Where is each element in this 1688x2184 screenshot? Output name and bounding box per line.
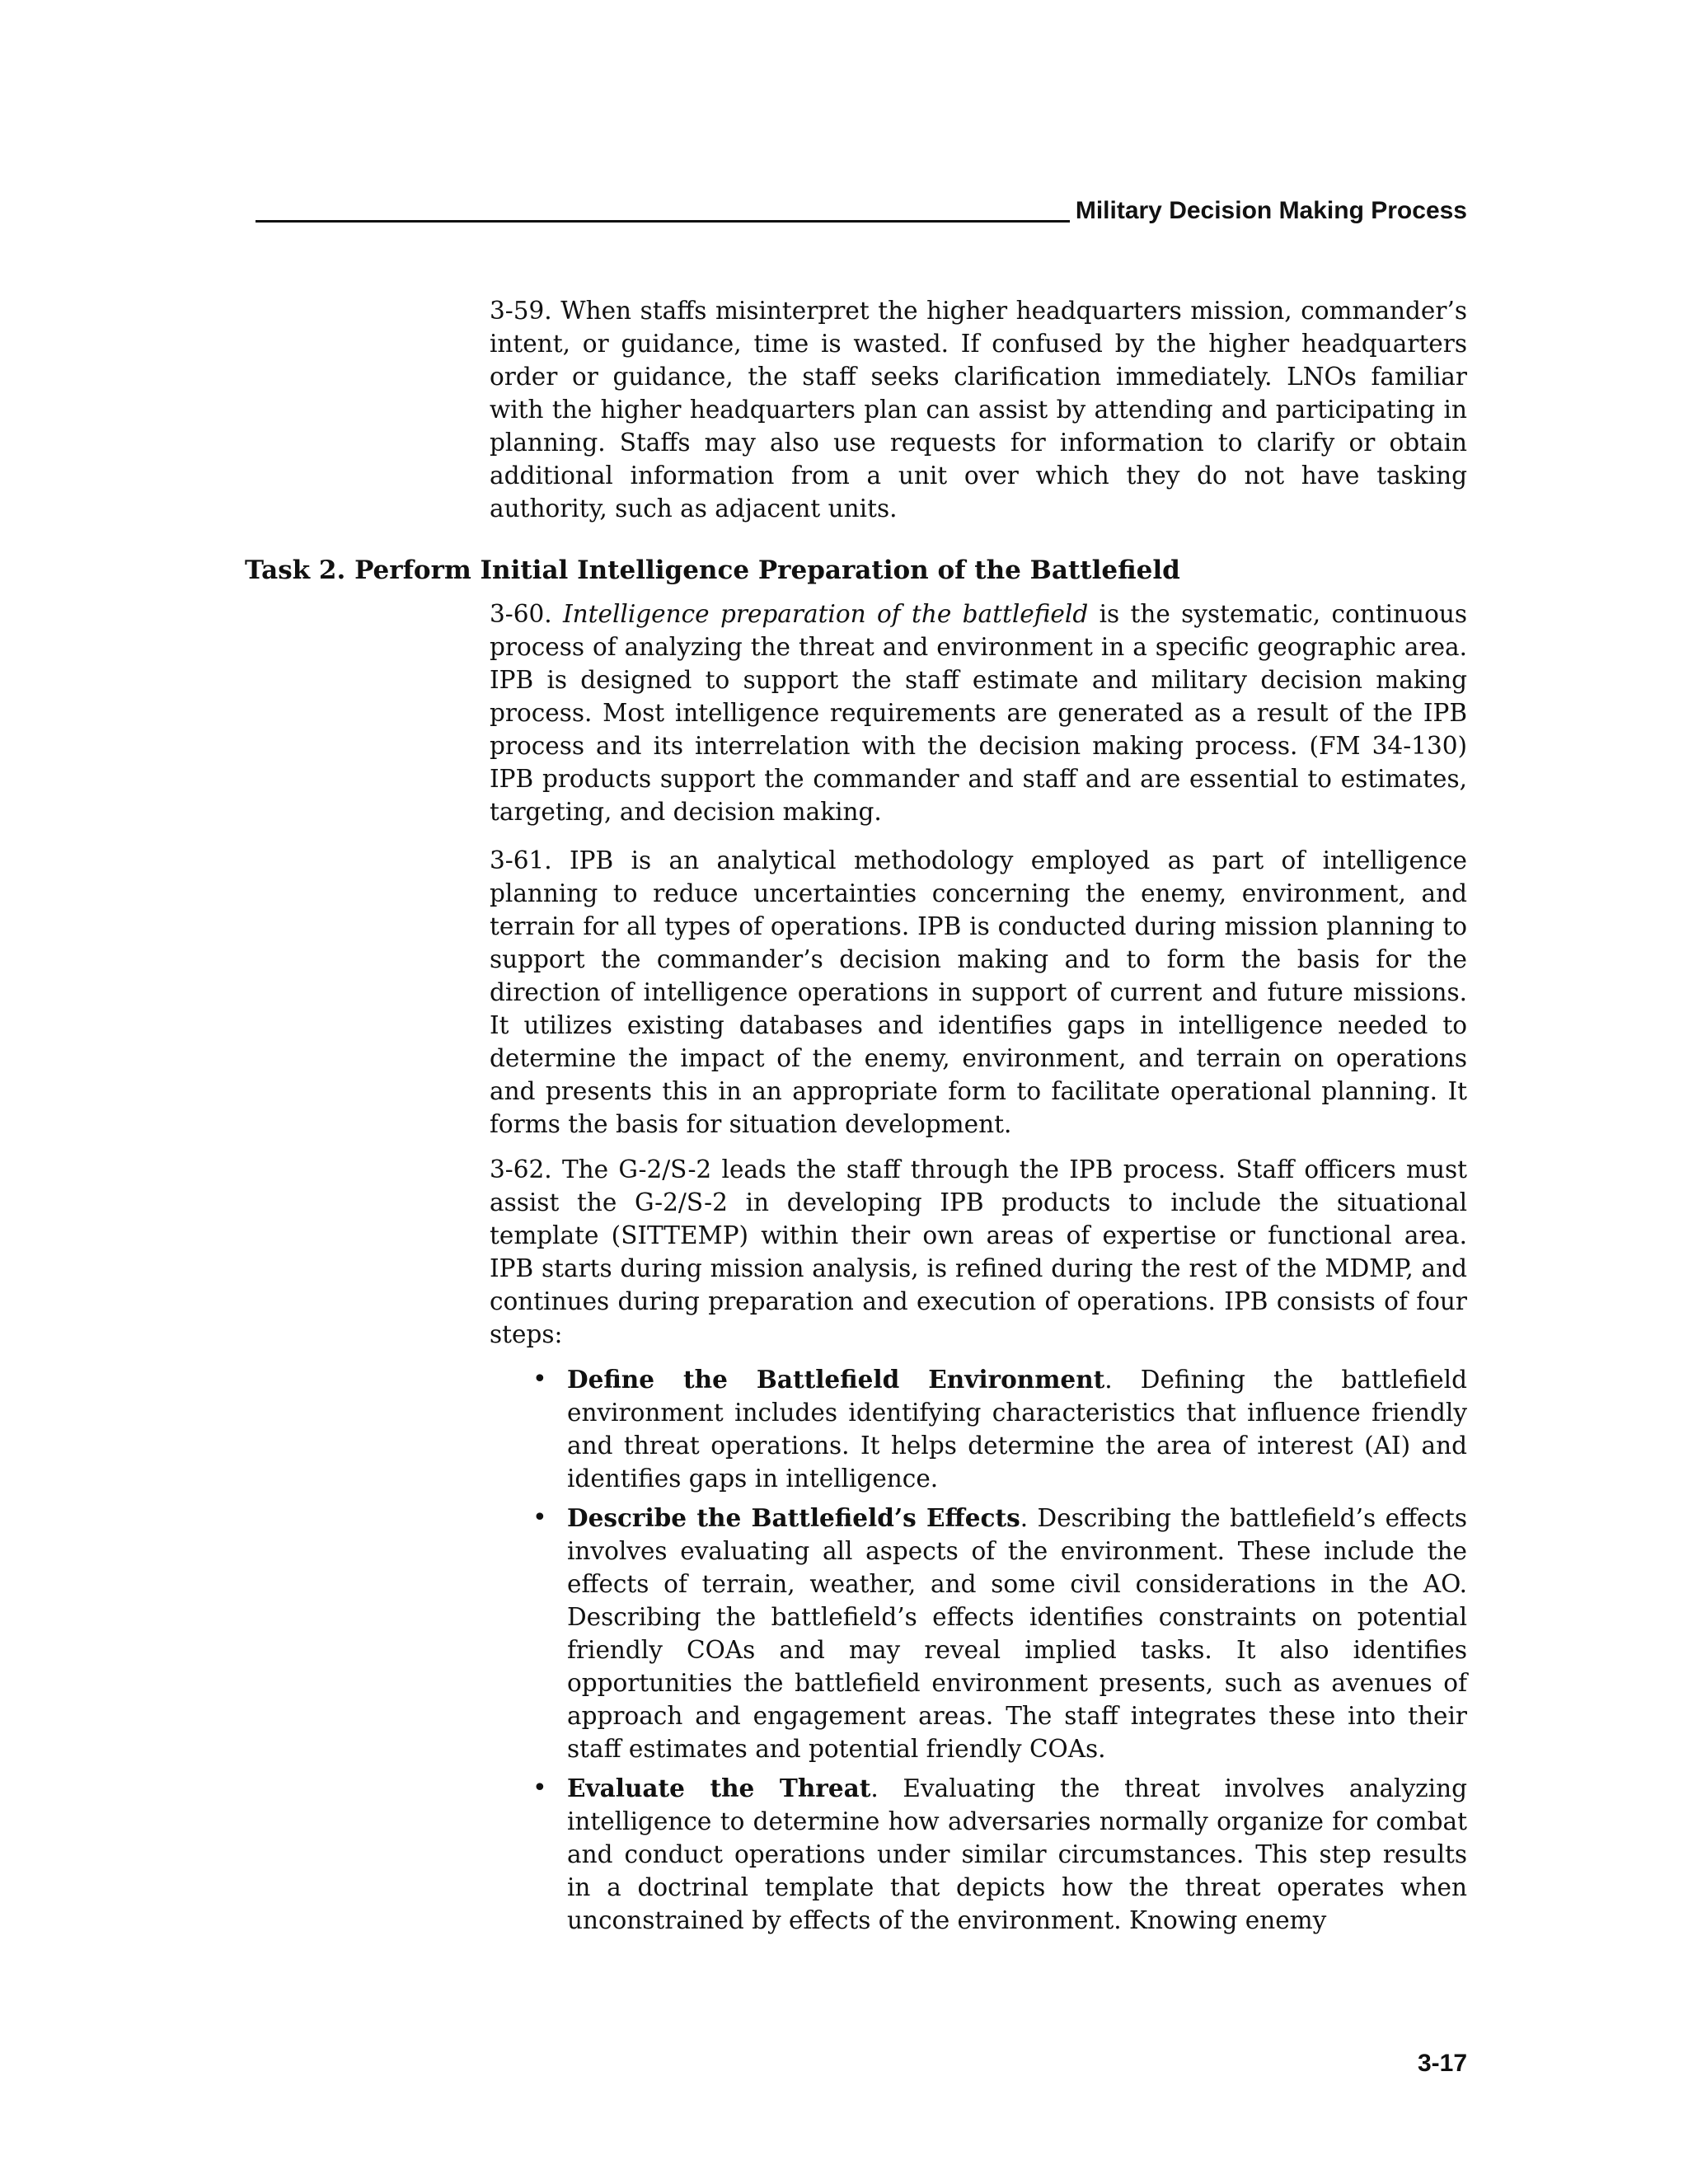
step-text: . Describing the battlefield’s effects involves evaluating all aspects of the environment. These include the effects of terrain, weather, and some civil considerations in the AO. Describing the battlefield’s effects identifies constraints on potential friendly COAs and may reveal implied tasks. It also identifies opportunities the battlefield environment presents, such as avenues of approach and engagement areas. The staff integrates these into their staff estimates and potential friendly COAs.	[567, 1504, 1467, 1763]
step-term: Evaluate the Threat	[567, 1774, 871, 1802]
defined-term: Intelligence preparation of the battlefield	[563, 600, 1089, 628]
step-text: . Evaluating the threat involves analyzing intelligence to determine how adversaries normally organize for combat and conduct operations under similar circumstances. This step results in a doctrinal template that depicts how the threat operates when unconstrained by effects of the environment. Knowing enemy	[567, 1774, 1467, 1934]
step-text: . Defining the battlefield environment includes identifying characteristics that influence friendly and threat operations. It helps determine the area of interest (AI) and identifies gaps in intelligence.	[567, 1366, 1467, 1493]
step-term: Define the Battlefield Environment	[567, 1365, 1105, 1394]
step-term: Describe the Battlefield’s Effects	[567, 1503, 1020, 1532]
paragraph-number: 3-60.	[490, 600, 564, 628]
paragraph-body: is the systematic, continuous process of analyzing the threat and environment in a specific geographic area. IPB is designed to support the staff estimate and military decision making process. Most intelligence requirements are generated as a result of the IPB process and its interrelation with the decision making process. (FM 34-130) IPB products support the commander and staff and are essential to estimates, targeting, and decision making.	[490, 600, 1468, 826]
section-heading-task-2: Task 2. Perform Initial Intelligence Preparation of the Battlefield	[245, 555, 1180, 585]
paragraph-3-59	[490, 294, 1467, 525]
paragraph-3-59-text: 3-59. When staffs misinterpret the higher headquarters mission, commander’s intent, or guidance, time is wasted. If confused by the higher headquarters order or guidance, the staff seeks clarification immediately. LNOs familiar with the higher headquarters plan can assist by attending and participating in planning. Staffs may also use requests for information to clarify or obtain additional information from a unit over which they do not have tasking authority, such as adjacent units.	[490, 297, 1467, 523]
list-item	[528, 1772, 1467, 1937]
page-number: 3-17	[1417, 2050, 1467, 2077]
paragraph-3-62	[490, 1153, 1467, 1351]
running-header-title: Military Decision Making Process	[1075, 197, 1467, 224]
list-item	[528, 1502, 1467, 1765]
bullet-icon: •	[532, 1503, 547, 1532]
paragraph-3-61	[490, 844, 1467, 1141]
paragraph-3-61-text: 3-61. IPB is an analytical methodology employed as part of intelligence planning to reduce uncertainties concerning the enemy, environment, and terrain for all types of operations. IPB is conducted during mission planning to support the commander’s decision making and to form the basis for the direction of intelligence operations in support of current and future missions. It utilizes existing databases and identifies gaps in intelligence needed to determine the impact of the enemy, environment, and terrain on operations and presents this in an appropriate form to facilitate operational planning. It forms the basis for situation development.	[490, 846, 1467, 1138]
paragraph-3-60	[490, 598, 1467, 828]
bullet-icon: •	[532, 1774, 547, 1802]
paragraph-3-62-text: 3-62. The G-2/S-2 leads the staff through the IPB process. Staff officers must assist the G-2/S-2 in developing IPB products to include the situational template (SITTEMP) within their own areas of expertise or functional area. IPB starts during mission analysis, is refined during the rest of the MDMP, and continues during preparation and execution of operations. IPB consists of four steps:	[490, 1155, 1467, 1348]
header-rule	[256, 220, 1070, 223]
bullet-icon: •	[532, 1365, 547, 1394]
list-item	[528, 1363, 1467, 1495]
ipb-steps-list	[528, 1363, 1467, 1943]
paragraph-3-60-text	[490, 598, 1467, 828]
